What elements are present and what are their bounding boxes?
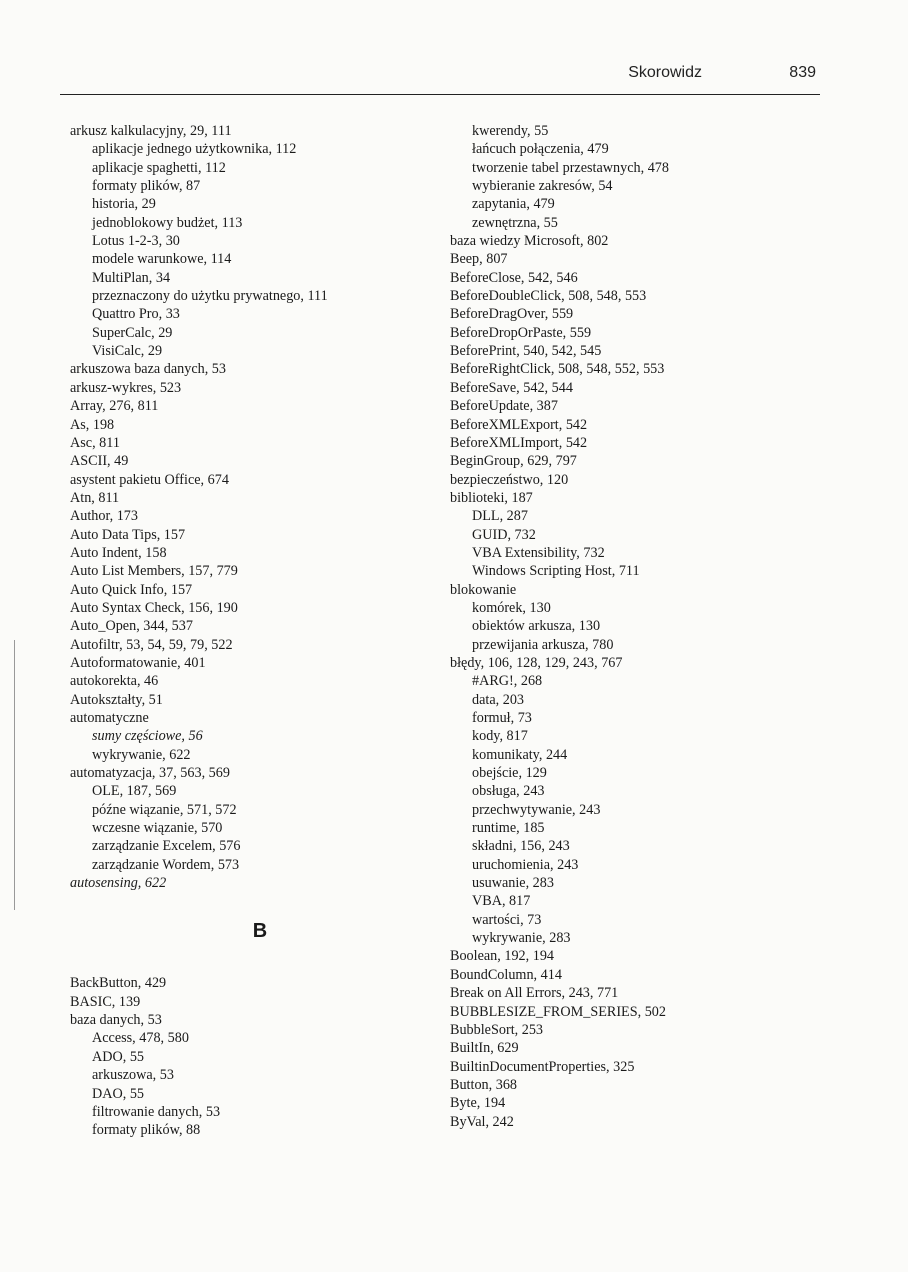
index-entry: As, 198 bbox=[70, 416, 115, 433]
section-letter-heading: B bbox=[252, 920, 268, 943]
index-subentry: historia, 29 bbox=[92, 196, 156, 213]
index-subentry: wczesne wiązanie, 570 bbox=[92, 820, 223, 837]
index-entry: Atn, 811 bbox=[70, 489, 120, 506]
index-entry: BoundColumn, 414 bbox=[450, 966, 562, 983]
index-entry: Autoformatowanie, 401 bbox=[70, 654, 206, 671]
index-entry: BeforeUpdate, 387 bbox=[450, 398, 558, 415]
index-subentry: Access, 478, 580 bbox=[92, 1030, 189, 1047]
index-subentry: przewijania arkusza, 780 bbox=[472, 636, 614, 653]
index-entry: Auto List Members, 157, 779 bbox=[70, 563, 238, 580]
index-subentry: GUID, 732 bbox=[472, 526, 536, 543]
index-entry: BeginGroup, 629, 797 bbox=[450, 453, 577, 470]
index-entry: biblioteki, 187 bbox=[450, 489, 533, 506]
index-subentry: formaty plików, 87 bbox=[92, 178, 201, 195]
index-subentry: OLE, 187, 569 bbox=[92, 783, 177, 800]
index-entry: Autofiltr, 53, 54, 59, 79, 522 bbox=[70, 636, 233, 653]
index-subentry: DLL, 287 bbox=[472, 508, 528, 525]
index-entry: bezpieczeństwo, 120 bbox=[450, 471, 569, 488]
index-entry: Auto_Open, 344, 537 bbox=[70, 618, 193, 635]
index-entry: Button, 368 bbox=[450, 1076, 518, 1093]
index-entry: BubbleSort, 253 bbox=[450, 1021, 544, 1038]
index-entry: Author, 173 bbox=[70, 508, 138, 525]
index-subentry: data, 203 bbox=[472, 691, 525, 708]
index-entries-b bbox=[70, 974, 450, 1139]
index-subentry: wykrywanie, 283 bbox=[472, 930, 571, 947]
index-entry: arkuszowa baza danych, 53 bbox=[70, 361, 226, 378]
index-entry: BeforeDropOrPaste, 559 bbox=[450, 324, 592, 341]
index-entry: arkusz kalkulacyjny, 29, 111 bbox=[70, 123, 232, 139]
index-subentry: wybieranie zakresów, 54 bbox=[472, 178, 613, 195]
index-entry: automatyzacja, 37, 563, 569 bbox=[70, 765, 230, 782]
index-subentry: MultiPlan, 34 bbox=[92, 269, 171, 286]
index-entry: błędy, 106, 128, 129, 243, 767 bbox=[450, 654, 623, 671]
index-subentry: Quattro Pro, 33 bbox=[92, 306, 180, 323]
page-header bbox=[60, 62, 820, 95]
index-entry: automatyczne bbox=[70, 710, 149, 726]
index-entry: BASIC, 139 bbox=[70, 993, 141, 1010]
index-entry: BuiltinDocumentProperties, 325 bbox=[450, 1058, 635, 1075]
index-subentry: formuł, 73 bbox=[472, 710, 532, 726]
index-entry: autokorekta, 46 bbox=[70, 673, 159, 690]
running-header-title: Skorowidz bbox=[628, 64, 702, 81]
index-subentry: sumy częściowe, 56 bbox=[92, 728, 203, 745]
index-entry: BuiltIn, 629 bbox=[450, 1040, 519, 1057]
index-subentry: ADO, 55 bbox=[92, 1048, 145, 1065]
index-entry: baza danych, 53 bbox=[70, 1012, 162, 1029]
index-subentry: VBA Extensibility, 732 bbox=[472, 544, 605, 561]
index-entry: ByVal, 242 bbox=[450, 1113, 514, 1130]
index-entry: BeforeRightClick, 508, 548, 552, 553 bbox=[450, 361, 665, 378]
index-subentry: obejście, 129 bbox=[472, 765, 547, 782]
index-subentry: DAO, 55 bbox=[92, 1085, 145, 1102]
index-entry: Auto Indent, 158 bbox=[70, 544, 167, 561]
scan-margin-mark bbox=[14, 640, 15, 910]
index-entry: BeforeClose, 542, 546 bbox=[450, 269, 578, 286]
index-column-left bbox=[70, 122, 450, 1140]
index-entry: BUBBLESIZE_FROM_SERIES, 502 bbox=[450, 1003, 666, 1020]
index-entry: BackButton, 429 bbox=[70, 975, 167, 992]
index-subentry: zapytania, 479 bbox=[472, 196, 555, 213]
index-subentry: jednoblokowy budżet, 113 bbox=[92, 214, 243, 231]
index-subentry: Lotus 1-2-3, 30 bbox=[92, 233, 180, 250]
index-subentry: zarządzanie Wordem, 573 bbox=[92, 856, 240, 873]
index-subentry: obiektów arkusza, 130 bbox=[472, 618, 601, 635]
index-column-right bbox=[450, 122, 850, 1131]
index-entry: BeforeDragOver, 559 bbox=[450, 306, 574, 323]
index-entry: Boolean, 192, 194 bbox=[450, 948, 555, 965]
index-entries-right bbox=[450, 122, 850, 1131]
index-subentry: wartości, 73 bbox=[472, 911, 542, 928]
index-entry: BeforeDoubleClick, 508, 548, 553 bbox=[450, 288, 647, 305]
index-entry: BeforePrint, 540, 542, 545 bbox=[450, 343, 602, 360]
index-subentry: usuwanie, 283 bbox=[472, 875, 554, 892]
index-entry: baza wiedzy Microsoft, 802 bbox=[450, 233, 609, 250]
index-entry: Asc, 811 bbox=[70, 434, 120, 451]
index-subentry: wykrywanie, 622 bbox=[92, 746, 191, 763]
index-subentry: aplikacje jednego użytkownika, 112 bbox=[92, 141, 297, 158]
page-number: 839 bbox=[789, 64, 816, 81]
index-entry: ASCII, 49 bbox=[70, 453, 129, 470]
index-entry: Break on All Errors, 243, 771 bbox=[450, 985, 619, 1002]
index-subentry: zarządzanie Excelem, 576 bbox=[92, 838, 241, 855]
index-subentry: kwerendy, 55 bbox=[472, 123, 549, 139]
index-subentry: #ARG!, 268 bbox=[472, 673, 543, 690]
index-subentry: SuperCalc, 29 bbox=[92, 324, 173, 341]
index-entry: Array, 276, 811 bbox=[70, 398, 159, 415]
index-subentry: tworzenie tabel przestawnych, 478 bbox=[472, 159, 669, 176]
index-entry: BeforeXMLExport, 542 bbox=[450, 416, 588, 433]
index-subentry: VBA, 817 bbox=[472, 893, 531, 910]
index-entry: BeforeSave, 542, 544 bbox=[450, 379, 573, 396]
index-subentry: VisiCalc, 29 bbox=[92, 343, 163, 360]
index-entry: Byte, 194 bbox=[450, 1095, 506, 1112]
index-subentry: aplikacje spaghetti, 112 bbox=[92, 159, 226, 176]
index-entry: Beep, 807 bbox=[450, 251, 508, 268]
index-entry: Auto Data Tips, 157 bbox=[70, 526, 186, 543]
index-subentry: przechwytywanie, 243 bbox=[472, 801, 601, 818]
index-subentry: uruchomienia, 243 bbox=[472, 856, 579, 873]
index-subentry: komunikaty, 244 bbox=[472, 746, 568, 763]
index-subentry: runtime, 185 bbox=[472, 820, 545, 837]
index-subentry: zewnętrzna, 55 bbox=[472, 214, 558, 231]
index-entry: arkusz-wykres, 523 bbox=[70, 379, 182, 396]
index-entry: BeforeXMLImport, 542 bbox=[450, 434, 588, 451]
section-divider bbox=[70, 892, 450, 974]
index-subentry: formaty plików, 88 bbox=[92, 1122, 201, 1139]
index-entry: asystent pakietu Office, 674 bbox=[70, 471, 229, 488]
index-subentry: komórek, 130 bbox=[472, 599, 551, 616]
index-entries-a bbox=[70, 122, 450, 892]
index-subentry: składni, 156, 243 bbox=[472, 838, 570, 855]
index-subentry: Windows Scripting Host, 711 bbox=[472, 563, 640, 580]
index-subentry: kody, 817 bbox=[472, 728, 528, 745]
index-subentry: późne wiązanie, 571, 572 bbox=[92, 801, 237, 818]
index-subentry: obsługa, 243 bbox=[472, 783, 545, 800]
index-subentry: arkuszowa, 53 bbox=[92, 1067, 174, 1084]
index-entry: autosensing, 622 bbox=[70, 875, 167, 892]
index-subentry: łańcuch połączenia, 479 bbox=[472, 141, 609, 158]
index-entry: Autokształty, 51 bbox=[70, 691, 163, 708]
index-subentry: przeznaczony do użytku prywatnego, 111 bbox=[92, 288, 328, 305]
index-subentry: modele warunkowe, 114 bbox=[92, 251, 232, 268]
index-subentry: filtrowanie danych, 53 bbox=[92, 1103, 221, 1120]
index-entry: Auto Syntax Check, 156, 190 bbox=[70, 599, 238, 616]
index-entry: blokowanie bbox=[450, 581, 517, 598]
index-entry: Auto Quick Info, 157 bbox=[70, 581, 193, 598]
